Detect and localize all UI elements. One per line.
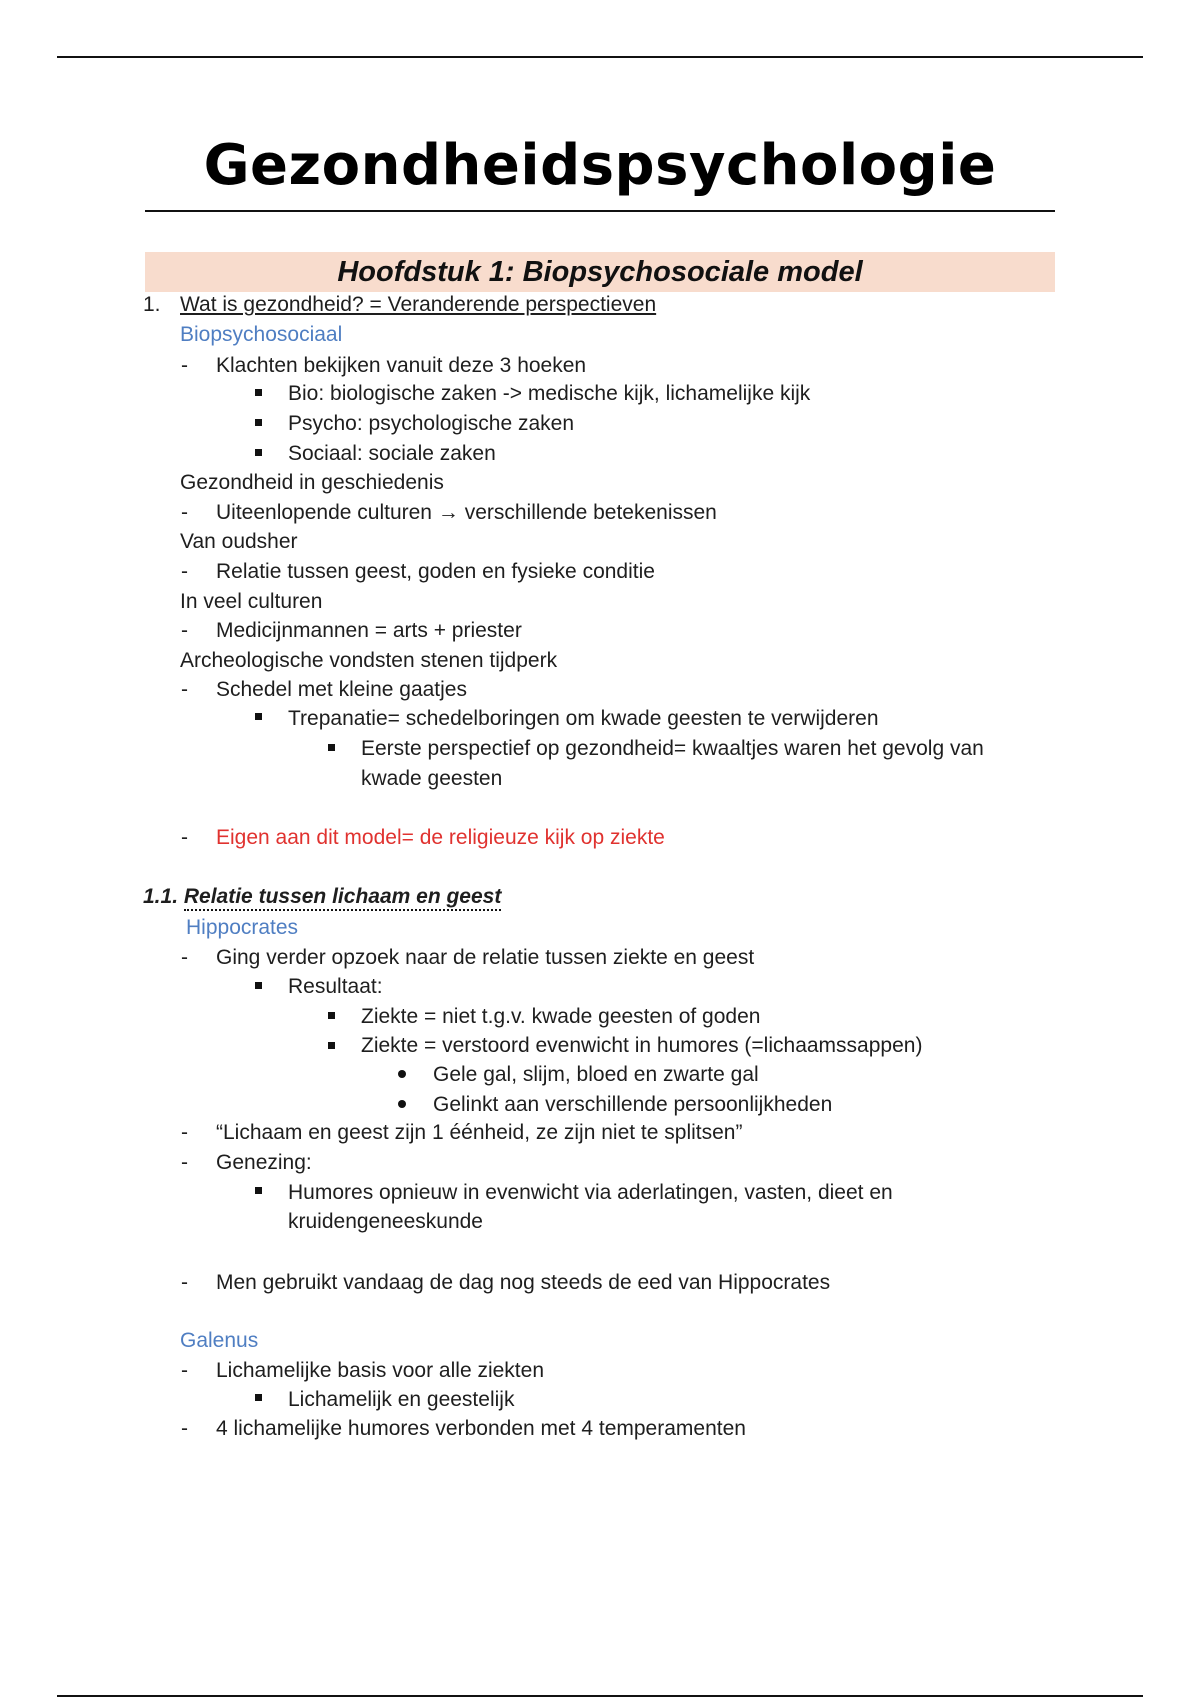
hippocrates-r2: Ziekte = verstoord evenwicht in humores (=lichaamssappen)	[361, 1034, 923, 1057]
square-bullet-icon	[328, 1042, 335, 1049]
dash-marker: -	[181, 1121, 188, 1144]
dash-marker: -	[181, 354, 188, 377]
square-bullet-icon	[255, 419, 262, 426]
page-top-rule	[57, 56, 1143, 58]
hippocrates-result: Resultaat:	[288, 975, 383, 998]
galenus-sub1: Lichamelijk en geestelijk	[288, 1388, 515, 1411]
hippocrates-heading: Hippocrates	[186, 916, 299, 939]
history-item-b: verschillende betekenissen	[464, 501, 717, 524]
bps-sub-bio: Bio: biologische zaken -> medische kijk, lichamelijke kijk	[288, 382, 811, 405]
history-item-a: Uiteenlopende culturen	[216, 501, 432, 524]
section-title: Relatie tussen lichaam en geest	[184, 885, 501, 911]
square-bullet-icon	[255, 982, 262, 989]
hippocrates-r2a: Gele gal, slijm, bloed en zwarte gal	[433, 1063, 759, 1086]
dash-marker: -	[181, 560, 188, 583]
archeo-sub: Trepanatie= schedelboringen om kwade geesten te verwijderen	[288, 707, 879, 730]
square-bullet-icon	[328, 744, 335, 751]
bps-item: Klachten bekijken vanuit deze 3 hoeken	[216, 354, 587, 377]
archeo-subsub-line2: kwade geesten	[361, 767, 503, 790]
square-bullet-icon	[328, 1012, 335, 1019]
religious-view-note: Eigen aan dit model= de religieuze kijk op ziekte	[216, 826, 665, 849]
archeo-item: Schedel met kleine gaatjes	[216, 678, 467, 701]
round-bullet-icon	[398, 1070, 406, 1078]
hippocrates-r1: Ziekte = niet t.g.v. kwade geesten of goden	[361, 1005, 761, 1028]
square-bullet-icon	[255, 713, 262, 720]
title-underline	[145, 210, 1055, 212]
dash-marker: -	[181, 1417, 188, 1440]
dash-marker: -	[181, 1151, 188, 1174]
dash-marker: -	[181, 678, 188, 701]
archeo-heading: Archeologische vondsten stenen tijdperk	[180, 649, 558, 672]
bps-sub-sociaal: Sociaal: sociale zaken	[288, 442, 496, 465]
galenus-item1: Lichamelijke basis voor alle ziekten	[216, 1359, 544, 1382]
dash-marker: -	[181, 501, 188, 524]
archeo-subsub-line1: Eerste perspectief op gezondheid= kwaaltjes waren het gevolg van	[361, 737, 984, 760]
culturen-item: Medicijnmannen = arts + priester	[216, 619, 522, 642]
square-bullet-icon	[255, 449, 262, 456]
square-bullet-icon	[255, 1187, 262, 1194]
q1-number: 1.	[143, 293, 161, 316]
page-bottom-rule	[57, 1695, 1143, 1697]
culturen-heading: In veel culturen	[180, 590, 323, 613]
hippocrates-quote: “Lichaam en geest zijn 1 éénheid, ze zijn niet te splitsen”	[216, 1121, 743, 1144]
dash-marker: -	[181, 826, 188, 849]
document-title: Gezondheidspsychologie	[203, 133, 997, 198]
hippocrates-item1: Ging verder opzoek naar de relatie tussen ziekte en geest	[216, 946, 755, 969]
galenus-item2: 4 lichamelijke humores verbonden met 4 temperamenten	[216, 1417, 746, 1440]
history-heading: Gezondheid in geschiedenis	[180, 471, 444, 494]
dash-marker: -	[181, 946, 188, 969]
genezing-line1: Humores opnieuw in evenwicht via aderlatingen, vasten, dieet en	[288, 1181, 893, 1204]
oudsher-heading: Van oudsher	[180, 530, 298, 553]
square-bullet-icon	[255, 1394, 262, 1401]
round-bullet-icon	[398, 1100, 406, 1108]
hippocrates-genezing: Genezing:	[216, 1151, 312, 1174]
galenus-heading: Galenus	[180, 1329, 259, 1352]
genezing-line2: kruidengeneeskunde	[288, 1210, 483, 1233]
q1-heading: Wat is gezondheid? = Veranderende perspectieven	[180, 293, 657, 316]
section-number: 1.1.	[143, 885, 179, 908]
hippocrates-eed: Men gebruikt vandaag de dag nog steeds de eed van Hippocrates	[216, 1271, 831, 1294]
oudsher-item: Relatie tussen geest, goden en fysieke conditie	[216, 560, 655, 583]
bps-sub-psycho: Psycho: psychologische zaken	[288, 412, 574, 435]
history-item	[216, 500, 717, 526]
hippocrates-r2b: Gelinkt aan verschillende persoonlijkheden	[433, 1093, 833, 1116]
chapter-heading: Hoofdstuk 1: Biopsychosociale model	[145, 252, 1055, 292]
square-bullet-icon	[255, 389, 262, 396]
arrow-right-icon: →	[437, 501, 459, 524]
dash-marker: -	[181, 619, 188, 642]
dash-marker: -	[181, 1271, 188, 1294]
dash-marker: -	[181, 1359, 188, 1382]
bps-heading: Biopsychosociaal	[180, 323, 343, 346]
section-1-1-heading	[143, 884, 501, 910]
